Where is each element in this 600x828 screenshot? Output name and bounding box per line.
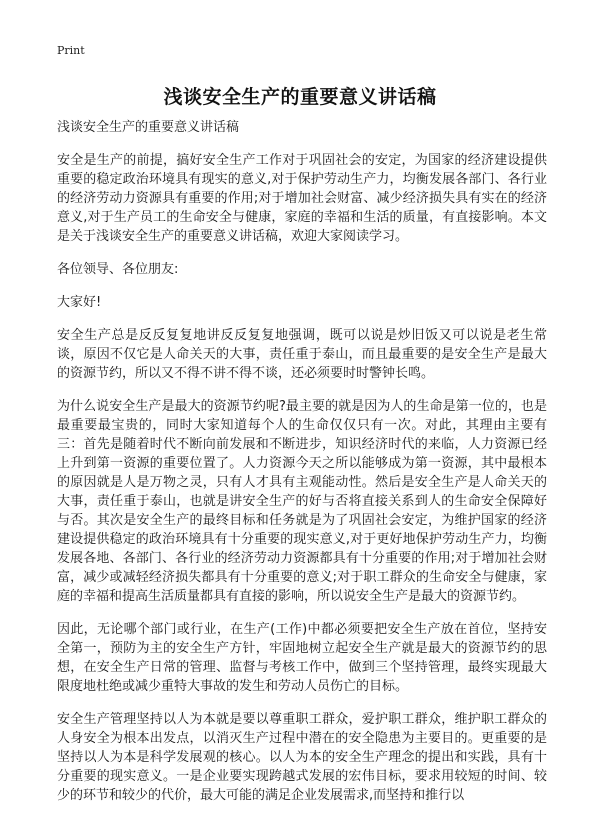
greeting-line: 各位领导、各位朋友: bbox=[57, 262, 179, 277]
body-paragraph-2: 为什么说安全生产是最大的资源节约呢?最主要的就是因为人的生命是第一位的，也是最重要最宝贵的，同时大家知道每个人的生命仅仅只有一次。对此，其理由主要有三：首先是随着时代不断向前发展和不断进步，知识经济时代的来临，人力资源已经上升到第一资源的重要位置了。人力资源今天之所以能够成为第一资源，其中最根本的原因就是人是万物之灵，只有人才具有主观能动性。然后是安全生产是人命关天的大事，责任重于泰山，也就是讲安全生产的好与否将直接关系到人的生命安全保障好与否。其次是安全生产的最终目标和任务就是为了巩固社会安定，为维护国家的经济建设提供稳定的政治环境具有十分重要的现实意义,对于更好地保护劳动生产力，均衡发展各地、各部门、各行业的经济劳动力资源都具有十分重要的作用;对于增加社会财富，减少或减轻经济损失都具有十分重要的意义;对于职工群众的生命安全与健康，家庭的幸福和提高生活质量都具有直接的影响，所以说安全生产是最大的资源节约。 bbox=[57, 399, 547, 604]
body-paragraph-4: 安全生产管理坚持以人为本就是要以尊重职工群众，爱护职工群众，维护职工群众的人身安全为根本出发点，以消灭生产过程中潜在的安全隐患为主要目的。更重要的是坚持以人为本是科学发展观的核心。以人为本的安全生产理念的提出和实践，具有十分重要的现实意义。一是企业要实现跨越式发展的宏伟目标，要求用较短的时间、较少的环节和较少的代价，最大可能的满足企业发展需求,而坚持和推行以 bbox=[57, 712, 547, 803]
print-label[interactable]: Print bbox=[57, 44, 85, 57]
salutation-line: 大家好! bbox=[57, 295, 102, 310]
document-title: 浅谈安全生产的重要意义讲话稿 bbox=[163, 86, 437, 108]
document-subtitle: 浅谈安全生产的重要意义讲话稿 bbox=[57, 120, 240, 135]
intro-paragraph: 安全是生产的前提，搞好安全生产工作对于巩固社会的安定，为国家的经济建设提供重要的稳定政治环境具有现实的意义,对于保护劳动生产力，均衡发展各部门、各行业的经济劳动力资源具有重要的作用;对于增加社会财富、减少经济损失具有实在的经济意义,对于生产员工的生命安全与健康，家庭的幸福和生活的质量，有直接影响。本文是关于浅谈安全生产的重要意义讲话稿，欢迎大家阅读学习。 bbox=[57, 153, 547, 244]
document-body bbox=[57, 118, 547, 819]
body-paragraph-1: 安全生产总是反反复复地讲反反复复地强调，既可以说是炒旧饭又可以说是老生常谈，原因不仅它是人命关天的大事，责任重于泰山，而且最重要的是安全生产是最大的资源节约，所以又不得不讲不得不谈，还必须要时时警钟长鸣。 bbox=[57, 328, 547, 381]
body-paragraph-3: 因此，无论哪个部门或行业，在生产(工作)中都必须要把安全生产放在首位，坚持安全第一，预防为主的安全生产方针，牢固地树立起安全生产就是最大的资源节约的思想，在安全生产日常的管理、监督与考核工作中，做到三个坚持管理，最终实现最大限度地杜绝或减少重特大事故的发生和劳动人员伤亡的目标。 bbox=[57, 622, 547, 694]
